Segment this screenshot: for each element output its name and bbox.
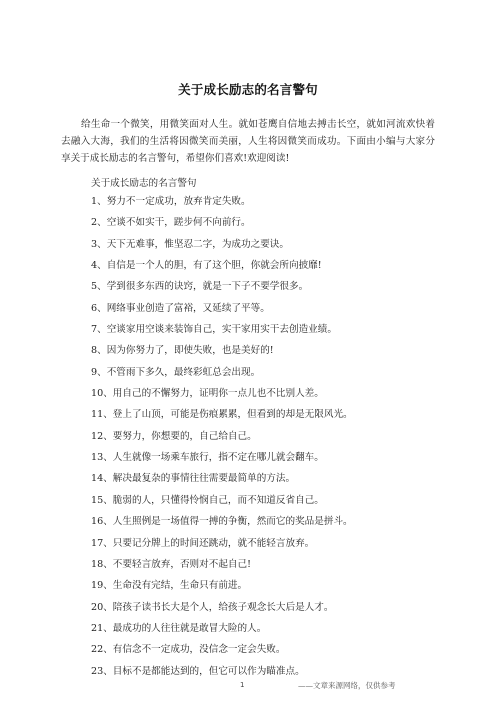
subheading: 关于成长励志的名言警句 [91,178,197,189]
list-item: 6、网络事业创造了富裕，又延续了平等。 [91,302,270,314]
list-item: 11、登上了山顶，可能是伤痕累累，但看到的却是无限风光。 [91,409,353,421]
intro-paragraph [61,116,435,167]
list-item: 3、天下无难事，惟坚忍二字，为成功之要诀。 [91,238,289,250]
list-item: 23、目标不是都能达到的，但它可以作为瞄准点。 [91,665,305,677]
intro-text: 给生命一个微笑，用微笑面对人生。就如苍鹰自信地去搏击长空，就如河流欢快着去融入大海，我们的生活将因微笑而美丽，人生将因微笑而成功。下面由小编与大家分享关于成长励志的名言警句，希望你们喜欢!欢迎阅读! [61,119,435,164]
list-item: 1、努力不一定成功，放弃肯定失败。 [91,196,251,207]
source-note: ——文章来源网络，仅供参考 [298,681,396,690]
page-number: 1 [240,681,245,689]
list-item: 7、空谈家用空谈来装饰自己，实干家用实干去创造业绩。 [91,324,337,336]
list-item: 16、人生照例是一场值得一搏的争衡，然而它的奖品是拼斗。 [91,516,353,528]
list-item: 21、最成功的人往往就是敢冒大险的人。 [91,622,267,634]
list-item: 13、人生就像一场乘车旅行，指不定在哪儿就会翻车。 [91,452,324,464]
list-item: 9、不管雨下多久，最终彩虹总会出现。 [91,366,261,378]
list-item: 14、解决最复杂的事情往往需要最简单的方法。 [91,473,296,485]
list-item: 18、不要轻言放弃，否则对不起自己! [91,558,251,570]
list-item: 19、生命没有完结，生命只有前进。 [91,580,248,592]
list-item: 20、陪孩子读书长大是个人，给孩子观念长大后是人才。 [91,601,334,613]
list-item: 4、自信是一个人的胆，有了这个胆，你就会所向披靡! [91,260,322,272]
list-item: 22、有信念不一定成功，没信念一定会失败。 [91,644,286,656]
list-item: 12、要努力，你想要的，自己给自己。 [91,430,257,442]
list-item: 10、用自己的不懈努力，证明你一点儿也不比别人差。 [91,388,324,400]
list-item: 17、只要记分牌上的时间还跳动，就不能轻言放弃。 [91,537,315,549]
quote-list [91,195,353,686]
list-item: 8、因为你努力了，即使失败，也是美好的! [91,345,274,357]
list-item: 5、学到很多东西的诀窍，就是一下子不要学很多。 [91,281,309,293]
list-item: 15、脆弱的人，只懂得怜悯自己，而不知道反省自己。 [91,494,324,506]
list-item: 2、空谈不如实干，蹉步何不向前行。 [91,217,251,229]
page-title: 关于成长励志的名言警句 [178,82,318,97]
